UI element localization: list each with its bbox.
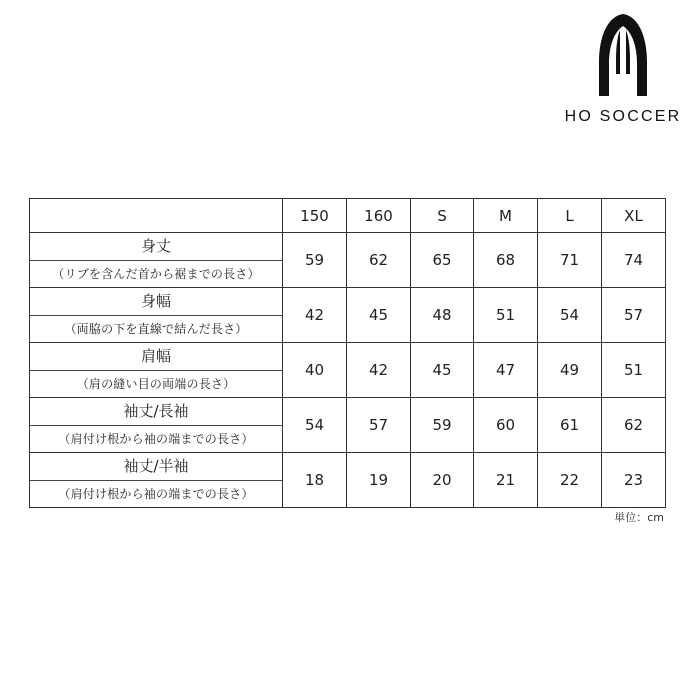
value-cell: 59 bbox=[283, 233, 347, 288]
row-note: （肩の縫い目の両端の長さ） bbox=[76, 377, 236, 391]
value-cell: 57 bbox=[347, 398, 411, 453]
size-chart-table bbox=[29, 198, 666, 508]
value-cell: 47 bbox=[474, 343, 538, 398]
row-label-cell bbox=[30, 398, 283, 453]
ho-soccer-glove-mark-icon bbox=[596, 12, 650, 98]
row-note: （肩付け根から袖の端までの長さ） bbox=[58, 432, 254, 446]
value-cell: 62 bbox=[347, 233, 411, 288]
value-cell: 20 bbox=[411, 453, 474, 508]
header-corner-cell bbox=[30, 199, 283, 233]
value-cell: 51 bbox=[602, 343, 666, 398]
value-cell: 22 bbox=[538, 453, 602, 508]
header-size-xl: XL bbox=[602, 199, 666, 233]
value-cell: 62 bbox=[602, 398, 666, 453]
value-cell: 19 bbox=[347, 453, 411, 508]
row-note: （両脇の下を直線で結んだ長さ） bbox=[64, 322, 248, 336]
header-size-l: L bbox=[538, 199, 602, 233]
value-cell: 51 bbox=[474, 288, 538, 343]
brand-name: HO SOCCER bbox=[564, 108, 682, 125]
table-row-body-width bbox=[30, 288, 666, 343]
value-cell: 48 bbox=[411, 288, 474, 343]
value-cell: 68 bbox=[474, 233, 538, 288]
value-cell: 74 bbox=[602, 233, 666, 288]
value-cell: 54 bbox=[538, 288, 602, 343]
row-label: 身幅 bbox=[30, 288, 282, 316]
table-row-body-length bbox=[30, 233, 666, 288]
header-size-s: S bbox=[411, 199, 474, 233]
value-cell: 57 bbox=[602, 288, 666, 343]
value-cell: 54 bbox=[283, 398, 347, 453]
value-cell: 23 bbox=[602, 453, 666, 508]
value-cell: 45 bbox=[347, 288, 411, 343]
value-cell: 21 bbox=[474, 453, 538, 508]
value-cell: 65 bbox=[411, 233, 474, 288]
value-cell: 42 bbox=[283, 288, 347, 343]
value-cell: 61 bbox=[538, 398, 602, 453]
row-note: （肩付け根から袖の端までの長さ） bbox=[58, 487, 254, 501]
row-label: 袖丈/半袖 bbox=[30, 453, 282, 481]
header-size-160: 160 bbox=[347, 199, 411, 233]
value-cell: 42 bbox=[347, 343, 411, 398]
value-cell: 71 bbox=[538, 233, 602, 288]
header-size-150: 150 bbox=[283, 199, 347, 233]
unit-note: 単位：cm bbox=[614, 511, 664, 524]
table-row-long-sleeve bbox=[30, 398, 666, 453]
row-label: 肩幅 bbox=[30, 343, 282, 371]
table-row-short-sleeve bbox=[30, 453, 666, 508]
header-size-m: M bbox=[474, 199, 538, 233]
row-label: 袖丈/長袖 bbox=[30, 398, 282, 426]
row-label: 身丈 bbox=[30, 233, 282, 261]
value-cell: 40 bbox=[283, 343, 347, 398]
row-label-cell bbox=[30, 453, 283, 508]
table-header-row bbox=[30, 199, 666, 233]
row-label-cell bbox=[30, 233, 283, 288]
value-cell: 49 bbox=[538, 343, 602, 398]
value-cell: 45 bbox=[411, 343, 474, 398]
value-cell: 18 bbox=[283, 453, 347, 508]
row-label-cell bbox=[30, 343, 283, 398]
brand-logo bbox=[552, 12, 694, 130]
row-label-cell bbox=[30, 288, 283, 343]
table-row-shoulder-width bbox=[30, 343, 666, 398]
row-note: （リブを含んだ首から裾までの長さ） bbox=[52, 267, 260, 281]
value-cell: 60 bbox=[474, 398, 538, 453]
value-cell: 59 bbox=[411, 398, 474, 453]
